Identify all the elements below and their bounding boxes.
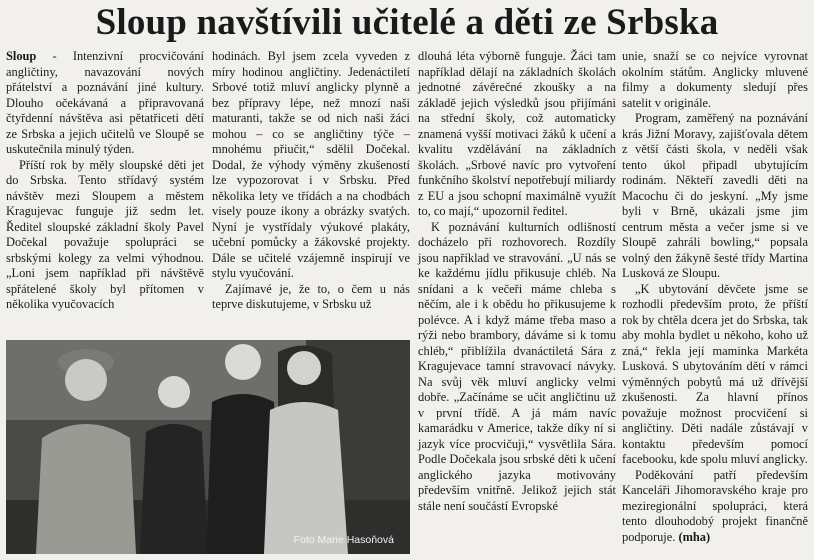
lead-text: - Intenzivní procvičování angličtiny, navazování nových přátelství a poznávání jiné kultury. Dlouho očekávaná a připravovaná čtyřdenní návštěva asi pětatřiceti dětí ze Srbska a jejich učitelů ve Sloupě se uskutečnila minulý týden. xyxy=(6,49,204,156)
column-4 xyxy=(622,49,808,545)
paragraph: Zajímavé je, že to, o čem u nás teprve diskutujeme, v Srbsku už xyxy=(212,281,410,311)
paragraph: Příští rok by měly sloupské děti jet do Srbska. Tento střídavý systém návštěv mezi Sloupem a městem Kragujevac funguje již sedm let. Ředitel sloupské základní školy Pavel Dočekal považuje spolupráci se srbskými kolegy za velmi výhodnou. „Loni jsem například při návštěvě spřátelené školy byl přítomen v několika vyučovacích xyxy=(6,157,204,311)
paragraph: hodinách. Byl jsem zcela vyveden z míry hodinou angličtiny. Jedenáctiletí Srbové totiž mluví anglicky plynně a bez přípravy lépe, než mnozí naši maturanti, takže se od nich naši žáci mohou – co se angličtiny týče – mnohému přiučit,“ sdělil Dočekal. Dodal, že výhody výměny zkušeností lze vypozorovat i v Srbsku. Před několika lety ve třídách a na chodbách visely pouze ikony a obrázky svatých. Nyní je vystřídaly výukové plakáty, učební pomůcky a žákovské projekty. Dále se učitelé vzájemně inspirují ve stylu vyučování. xyxy=(212,49,410,280)
headline: Sloup navštívili učitelé a děti ze Srbska xyxy=(95,2,719,43)
dateline: Sloup xyxy=(6,49,37,63)
paragraph: K poznávání kulturních odlišností docházelo při rozhovorech. Rozdíly jsou například ve stravování. „U nás se ke každému jídlu přikusuje chléb. Na snídani a k večeři máme chleba s něčím, ale i k obědu ho přikusujeme k polévce. A i když máme třeba maso a rýži nebo brambory, dáváme si k tomu chléb,“ přiblížila dvanáctiletá Sára z Kragujevace tamní stravovací návyky. Na svůj věk mluví anglicky velmi dobře. „Začínáme se učit angličtinu už v první třídě. A já mám navíc kamarádku v Americe, takže díky ní si jazyk více procvičuji,“ vysvětlila Sára. Podle Dočekala jsou srbské děti k učení anglického jazyka motivovány především vnitřně. Jelikož jejich stát stále není součástí Evropské xyxy=(418,219,616,513)
photo-children-image xyxy=(6,340,410,554)
paragraph xyxy=(622,468,808,546)
article-photo xyxy=(6,340,410,554)
column-2 xyxy=(212,49,410,313)
paragraph: „K ubytování děvčete jsme se rozhodli především proto, že příští rok by chtěla dcera jet do Srbska, tak aby mohla bydlet u někoho, koho už zná,“ řekla její maminka Markéta Lusková. S ubytováním dětí v rámci výměnných pobytů má už dřívější zkušenosti. Za hlavní přínos považuje možnost procvičení si angličtiny. Děti nadále zůstávají v kontaktu především pomocí facebooku, kde spolu mluví anglicky. xyxy=(622,281,808,466)
lead-paragraph xyxy=(6,49,204,158)
paragraph: Program, zaměřený na poznávání krás Jižní Moravy, zajišťovala dětem z větší části škola, v neděli však tento úkol připadl ubytujícím rodinám. Někteří zavedli děti na Macochu či do jeskyní. „My jsme byli v Brně, ukázali jsme jim centrum města a večer jsme si ve Sloupě zahráli bowling,“ popsala volný den žákyně šesté třídy Martina Lusková ze Sloupu. xyxy=(622,111,808,280)
author-signature: (mha) xyxy=(678,529,711,544)
column-1 xyxy=(6,49,204,313)
paragraph: dlouhá léta výborně funguje. Žáci tam například dělají na základních školách jednotné závěrečné zkoušky a na základě jejich výsledků jsou přijímáni na střední školy, což automaticky znamená vyšší motivaci žáků k učení a kvalitu vzdělávání na základních školách. „Srbové navíc pro vytvoření funkčního školství nepotřebují miliardy z EU a jsou schopní maximálně využít to, co mají,“ upozornil ředitel. xyxy=(418,49,616,218)
photo-credit: Foto Marie Hasoňová xyxy=(293,534,394,546)
column-3 xyxy=(418,49,616,514)
paragraph: unie, snaží se co nejvíce vyrovnat okolním státům. Anglicky mluvené filmy a dokumenty sledují přes satelit v originále. xyxy=(622,49,808,110)
acknowledgement-text: Poděkování patří především Kanceláři Jihomoravského kraje pro meziregionální spolupráci, která tento dlouhodobý projekt finančně podporuje. xyxy=(622,467,808,544)
